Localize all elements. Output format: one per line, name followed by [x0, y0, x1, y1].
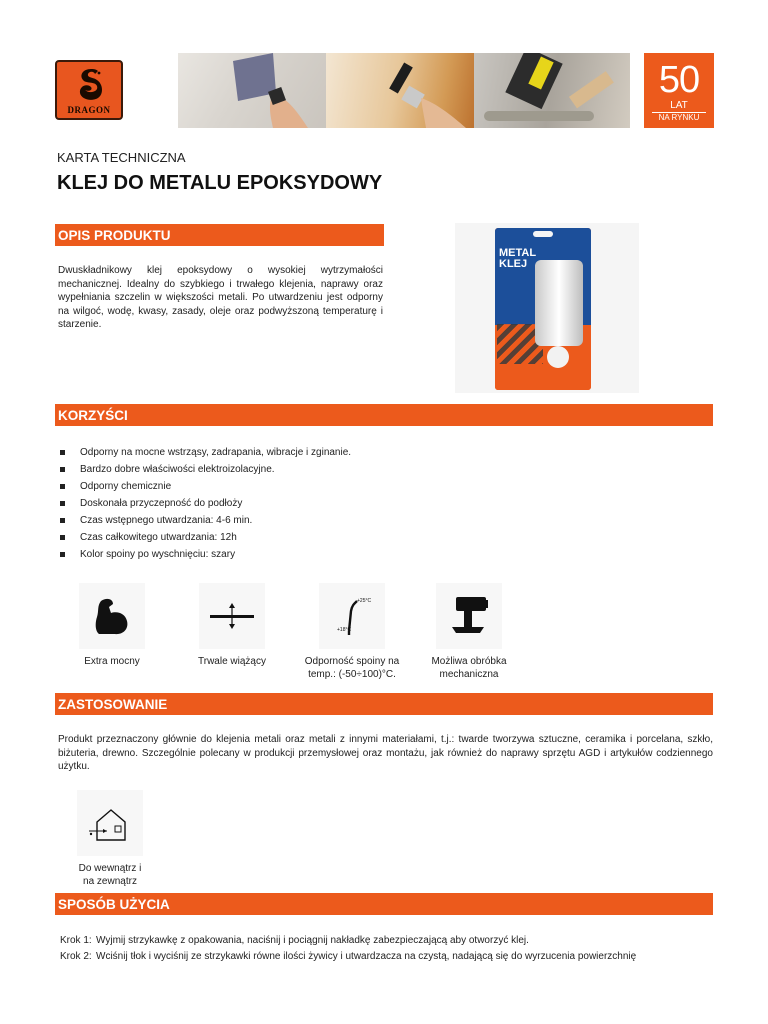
package-brand: METAL KLEJ [499, 247, 537, 270]
svg-text:+25°C: +25°C [357, 598, 372, 604]
step-text: Wciśnij tłok i wyciśnij ze strzykawki równe ilości żywicy i utwardzacza na czystą, nadającą się do wyrzucenia powierzchnię [96, 951, 637, 962]
bonding-icon [207, 591, 257, 641]
step-number: Krok 2: [60, 951, 92, 962]
section-heading-korzysci: KORZYŚCI [55, 404, 713, 426]
header-banner [178, 53, 630, 128]
dragon-icon [71, 66, 111, 104]
section-heading-sposob: SPOSÓB UŻYCIA [55, 893, 713, 915]
badge-line2: NA RYNKU [652, 112, 706, 123]
feature-label: Do wewnątrz i na zewnątrz [78, 863, 142, 887]
badge-number: 50 [658, 59, 700, 101]
feature-label: Extra mocny [84, 656, 140, 667]
feature-label: Odporność spoiny na temp.: (-50÷100)°C. [304, 656, 400, 680]
list-item: Odporny na mocne wstrząsy, zadrapania, wibracje i zginanie. [60, 444, 351, 461]
section-heading-zastosowanie: ZASTOSOWANIE [55, 693, 713, 715]
logo-text: DRAGON [67, 105, 111, 115]
usage-steps [60, 933, 714, 965]
document-type: KARTA TECHNICZNA [57, 150, 186, 165]
badge-line1: LAT [670, 100, 688, 111]
feature-permanent-bond [177, 583, 287, 668]
strong-arm-icon [87, 591, 137, 641]
page-header [0, 0, 768, 140]
banner-photo-spatula [178, 53, 333, 128]
list-item: Czas wstępnego utwardzania: 4-6 min. [60, 512, 351, 529]
application-text: Produkt przeznaczony głównie do klejenia metali oraz metali z innymi materiałami, t.j.: twarde tworzywa sztuczne, ceramika i porcelana, szkło, biżuteria, drewno. Szczególnie polecany w produkcji przemysłowej oraz montażu, jak również do naprawy sprzętu AGD i artykułów codziennego użytku. [58, 734, 713, 772]
banner-photo-brush [326, 53, 481, 128]
step-text: Wyjmij strzykawkę z opakowania, naciśnij i pociągnij nakładkę zabezpieczającą aby otworzyć klej. [96, 935, 529, 946]
benefits-list [60, 444, 351, 563]
product-image [455, 223, 639, 393]
feature-label: Możliwa obróbka mechaniczna [431, 656, 507, 680]
product-package [495, 228, 591, 390]
step-number: Krok 1: [60, 935, 92, 946]
list-item: Czas całkowitego utwardzania: 12h [60, 529, 351, 546]
feature-indoor-outdoor [55, 790, 165, 888]
list-item: Doskonała przyczepność do podłoży [60, 495, 351, 512]
banner-photo-caulk-gun [474, 53, 630, 128]
list-item: Odporny chemicznie [60, 478, 351, 495]
thermometer-icon [327, 591, 377, 641]
indoor-outdoor-house-icon [85, 798, 135, 848]
feature-machining [414, 583, 524, 681]
page-title: KLEJ DO METALU EPOKSYDOWY [57, 172, 383, 194]
dragon-logo [55, 60, 123, 120]
svg-text:+18°C: +18°C [337, 627, 352, 633]
syringe-graphic [535, 260, 583, 346]
feature-extra-strong [57, 583, 167, 668]
sander-icon [444, 591, 494, 641]
usage-step [60, 949, 714, 965]
section-heading-opis: OPIS PRODUKTU [55, 224, 384, 246]
usage-step [60, 933, 714, 949]
list-item: Kolor spoiny po wyschnięciu: szary [60, 546, 351, 563]
product-description: Dwuskładnikowy klej epoksydowy o wysokiej wytrzymałości mechanicznej. Idealny do szybkiego i trwałego klejenia, naprawy oraz wypełniania szczelin w większości metali. Po utwardzeniu jest odporny na wilgoć, wodę, kwasy, zasady, oleje oraz podwyższoną temperaturę i starzenie. [58, 265, 383, 330]
list-item: Bardzo dobre właściwości elektroizolacyjne. [60, 461, 351, 478]
anniversary-badge [644, 53, 714, 128]
feature-temperature [297, 583, 407, 681]
feature-label: Trwale wiążący [198, 656, 266, 667]
